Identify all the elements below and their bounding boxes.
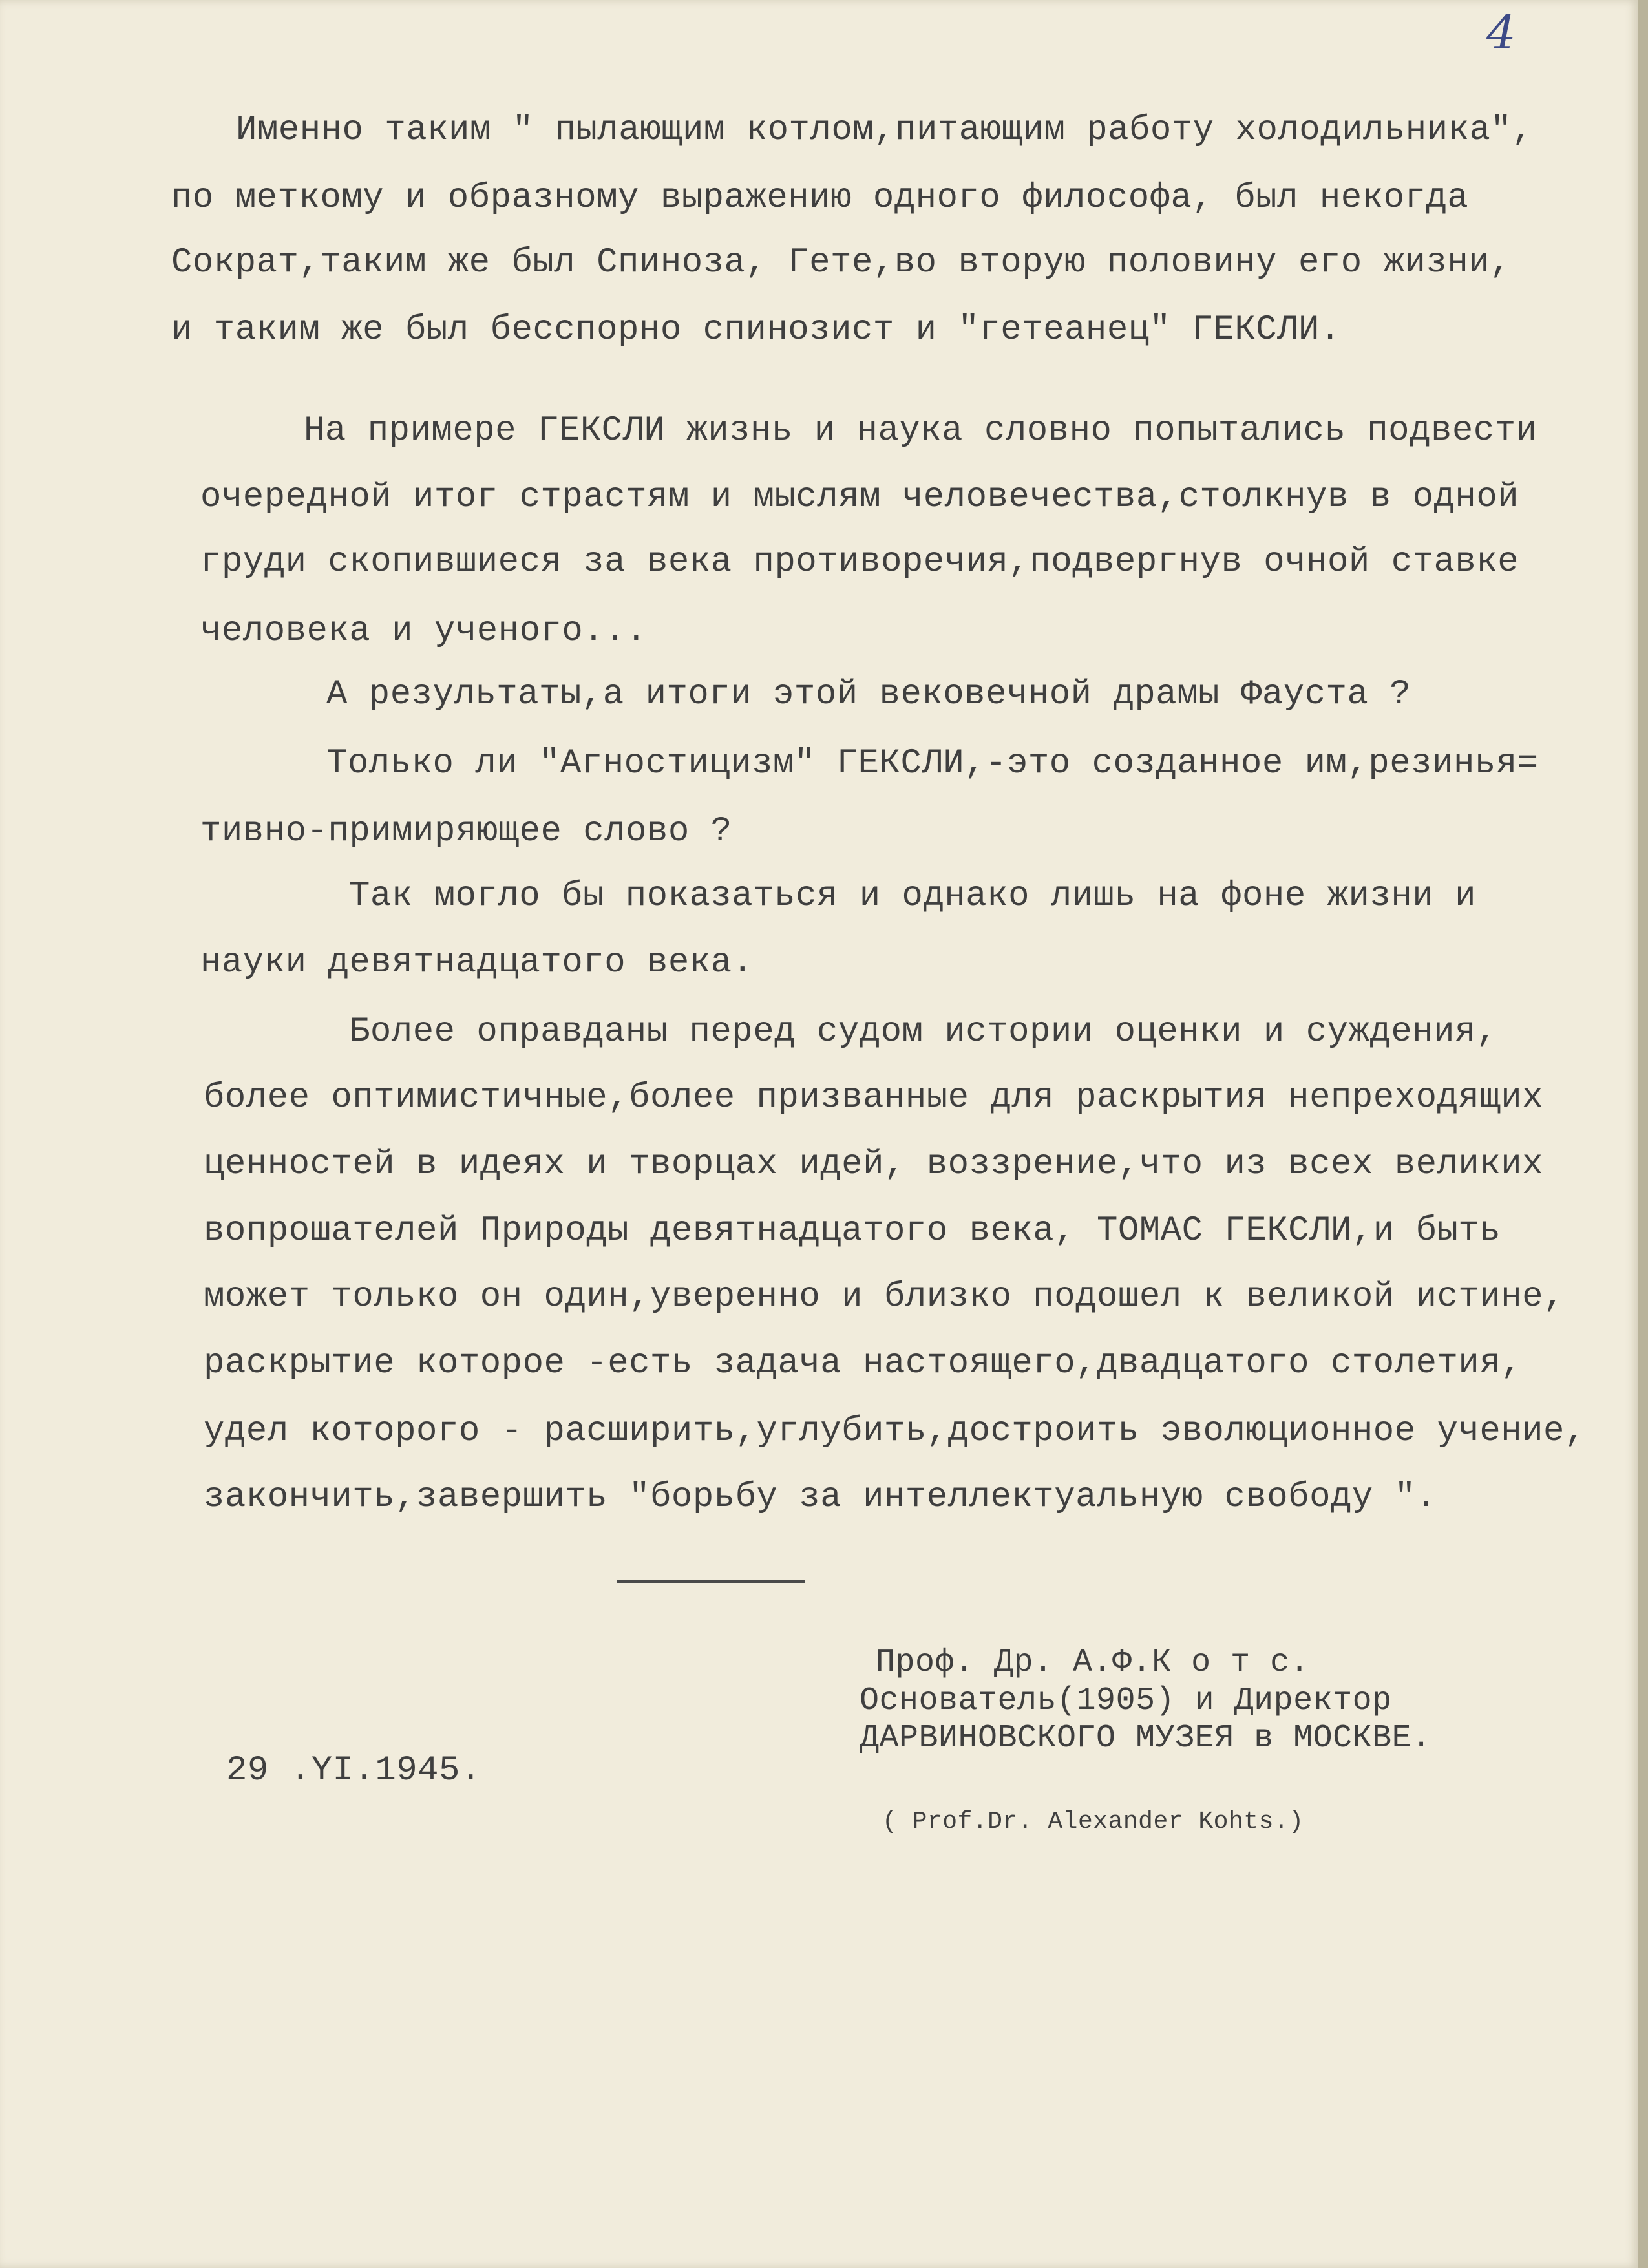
body-line: ценностей в идеях и творцах идей, воззрение,что из всех великих [204, 1145, 1544, 1184]
body-line: удел которого - расширить,углубить,достроить эволюционное учение, [204, 1412, 1586, 1451]
signature-museum: ДАРВИНОВСКОГО МУЗЕЯ в МОСКВЕ. [860, 1720, 1431, 1757]
body-line: более оптимистичные,более призванные для раскрытия непреходящих [204, 1078, 1544, 1118]
section-divider [617, 1580, 805, 1583]
handwritten-page-number: 4 [1486, 5, 1516, 59]
signature-latin-name: ( Prof.Dr. Alexander Kohts.) [882, 1808, 1304, 1836]
body-line: вопрошателей Природы девятнадцатого века, ТОМАС ГЕКСЛИ,и быть [204, 1211, 1501, 1251]
signature-name: Проф. Др. А.Ф.К о т с. [876, 1644, 1310, 1681]
body-line: Сократ,таким же был Спиноза, Гете,во вторую половину его жизни, [171, 243, 1512, 282]
body-line: А результаты,а итоги этой вековечной драмы Фауста ? [326, 675, 1411, 714]
body-line: Только ли "Агностицизм" ГЕКСЛИ,-это созданное им,резинья= [326, 744, 1539, 783]
body-line: Именно таким " пылающим котлом,питающим работу холодильника", [236, 111, 1534, 150]
body-line: может только он один,уверенно и близко подошел к великой истине, [204, 1277, 1565, 1317]
body-line: по меткому и образному выражению одного философа, был некогда [171, 178, 1469, 218]
body-line: груди скопившиеся за века противоречия,подвергнув очной ставке [200, 542, 1519, 582]
body-line: Более оправданы перед судом истории оценки и суждения, [349, 1012, 1497, 1052]
body-line: На примере ГЕКСЛИ жизнь и наука словно попытались подвести [304, 411, 1537, 450]
page-edge [1638, 0, 1648, 2268]
body-line: тивно-примиряющее слово ? [200, 812, 732, 851]
body-line: науки девятнадцатого века. [200, 943, 754, 982]
body-line: закончить,завершить "борьбу за интеллектуальную свободу ". [204, 1478, 1437, 1517]
body-line: и таким же был бесспорно спинозист и "гетеанец" ГЕКСЛИ. [171, 310, 1341, 350]
signature-title: Основатель(1905) и Директор [860, 1682, 1392, 1719]
document-date: 29 .YI.1945. [226, 1751, 481, 1790]
body-line: человека и ученого... [200, 611, 648, 651]
body-line: Так могло бы показаться и однако лишь на фоне жизни и [349, 876, 1476, 916]
body-line: раскрытие которое -есть задача настоящего,двадцатого столетия, [204, 1344, 1523, 1383]
body-line: очередной итог страстям и мыслям человечества,столкнув в одной [200, 478, 1519, 517]
